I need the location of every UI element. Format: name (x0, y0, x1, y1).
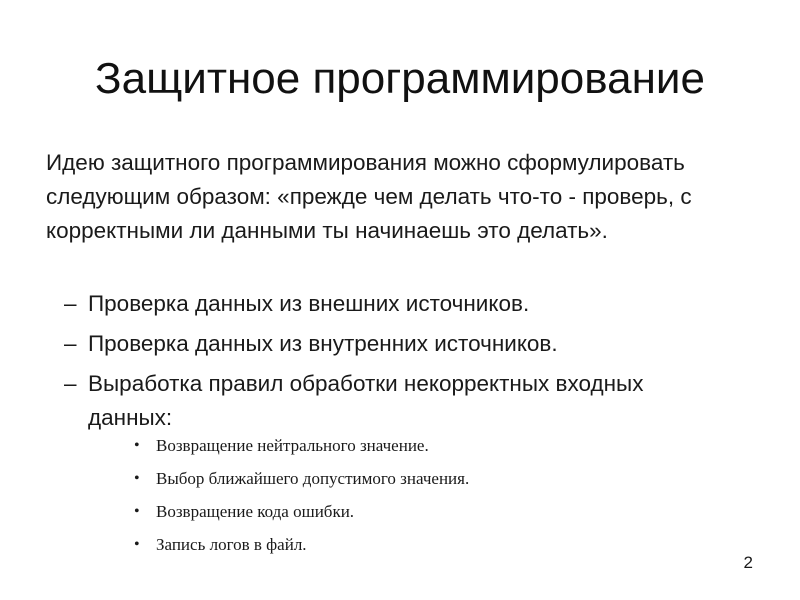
dash-marker: – (64, 331, 77, 356)
list-item (64, 287, 764, 321)
intro-paragraph (46, 146, 786, 248)
sub-points-list (134, 434, 694, 566)
main-points-list (64, 287, 764, 441)
bullet-icon: • (134, 437, 140, 454)
list-item-text: Проверка данных из внешних источников. (88, 291, 530, 316)
sub-list-item (134, 533, 694, 557)
list-item-text: данных: (88, 405, 173, 430)
sub-list-item (134, 467, 694, 491)
list-item-text: Проверка данных из внутренних источников. (88, 331, 558, 356)
sub-list-item-text: Запись логов в файл. (156, 535, 307, 554)
list-item-text: Выработка правил обработки некорректных входных (88, 371, 644, 396)
page-number: 2 (743, 553, 753, 572)
sub-list-item (134, 500, 694, 524)
slide-title: Защитное программирование (95, 54, 705, 103)
intro-line: следующим образом: «прежде чем делать что-то - проверь, с (46, 184, 692, 209)
intro-line: Идею защитного программирования можно сформулировать (46, 150, 685, 175)
bullet-icon: • (134, 536, 140, 553)
dash-marker: – (64, 291, 77, 316)
sub-list-item-text: Возвращение кода ошибки. (156, 502, 355, 521)
bullet-icon: • (134, 503, 140, 520)
intro-line: корректными ли данными ты начинаешь это делать». (46, 218, 608, 243)
bullet-icon: • (134, 470, 140, 487)
sub-list-item-text: Выбор ближайшего допустимого значения. (156, 469, 470, 488)
list-item (64, 367, 764, 435)
sub-list-item-text: Возвращение нейтрального значение. (156, 436, 429, 455)
sub-list-item (134, 434, 694, 458)
list-item (64, 327, 764, 361)
dash-marker: – (64, 371, 77, 396)
